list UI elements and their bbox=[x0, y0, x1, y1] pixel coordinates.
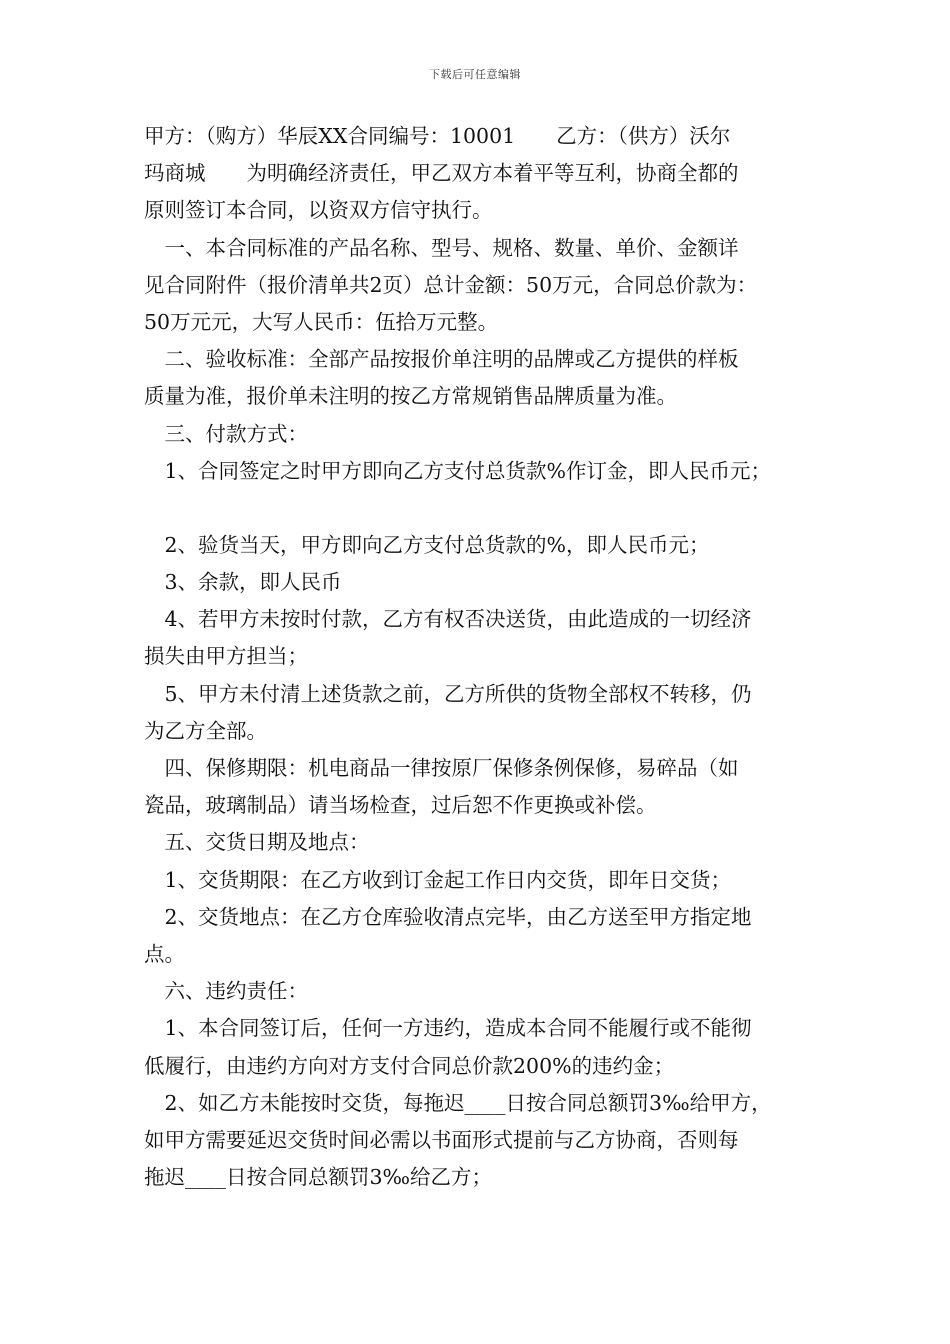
text-line: 损失由甲方担当； bbox=[144, 644, 308, 669]
text-line: 瓷品，玻璃制品）请当场检查，过后恕不作更换或补偿。 bbox=[144, 793, 657, 818]
text-line: 三、付款方式： bbox=[144, 421, 308, 446]
text-line: 50万元元，大写人民币：伍拾万元整。 bbox=[144, 309, 499, 334]
text-line: 1、合同签定之时甲方即向乙方支付总货款%作订金，即人民币元； bbox=[144, 458, 772, 483]
text-line: 玛商城 为明确经济责任，甲乙双方本着平等互利，协商全都的 bbox=[144, 161, 739, 186]
text-line: 见合同附件（报价清单共2页）总计金额：50万元，合同总价款为： bbox=[144, 272, 758, 297]
contract-body bbox=[144, 118, 820, 1196]
text-line: 一、本合同标准的产品名称、型号、规格、数量、单价、金额详 bbox=[144, 235, 739, 260]
text-line: 2、交货地点：在乙方仓库验收清点完毕，由乙方送至甲方指定地 bbox=[144, 904, 752, 929]
text-line: 为乙方全部。 bbox=[144, 718, 267, 743]
text-line: 二、验收标准：全部产品按报价单注明的品牌或乙方提供的样板 bbox=[144, 347, 739, 372]
page-header: 下载后可任意编辑 bbox=[429, 68, 521, 81]
text-line: 5、甲方未付清上述货款之前，乙方所供的货物全部权不转移，仍 bbox=[144, 681, 752, 706]
text-line: 1、本合同签订后，任何一方违约，造成本合同不能履行或不能彻 bbox=[144, 1016, 752, 1041]
blank-line bbox=[144, 490, 820, 527]
text-line: 1、交货期限：在乙方收到订金起工作日内交货，即年日交货； bbox=[144, 867, 732, 892]
text-line: 原则签订本合同，以资双方信守执行。 bbox=[144, 198, 493, 223]
text-line: 4、若甲方未按时付款，乙方有权否决送货，由此造成的一切经济 bbox=[144, 607, 752, 632]
text-line: 低履行，由违约方向对方支付合同总价款200%的违约金； bbox=[144, 1053, 675, 1078]
text-line: 2、如乙方未能按时交货，每拖迟____日按合同总额罚3‰给甲方， bbox=[144, 1090, 772, 1115]
text-line: 拖迟____日按合同总额罚3‰给乙方； bbox=[144, 1165, 493, 1190]
text-line: 点。 bbox=[144, 941, 185, 966]
text-line: 3、余款，即人民币 bbox=[144, 570, 342, 595]
text-line: 质量为准，报价单未注明的按乙方常规销售品牌质量为准。 bbox=[144, 384, 677, 409]
text-line: 如甲方需要延迟交货时间必需以书面形式提前与乙方协商，否则每 bbox=[144, 1127, 739, 1152]
text-line: 四、保修期限：机电商品一律按原厂保修条例保修，易碎品（如 bbox=[144, 756, 739, 780]
text-line: 五、交货日期及地点： bbox=[144, 830, 370, 855]
text-line: 六、违约责任： bbox=[144, 979, 308, 1004]
text-line: 2、验货当天，甲方即向乙方支付总货款的%，即人民币元； bbox=[144, 532, 710, 557]
text-line: 甲方：（购方）华辰XX合同编号：10001 乙方：（供方）沃尔 bbox=[144, 124, 731, 148]
